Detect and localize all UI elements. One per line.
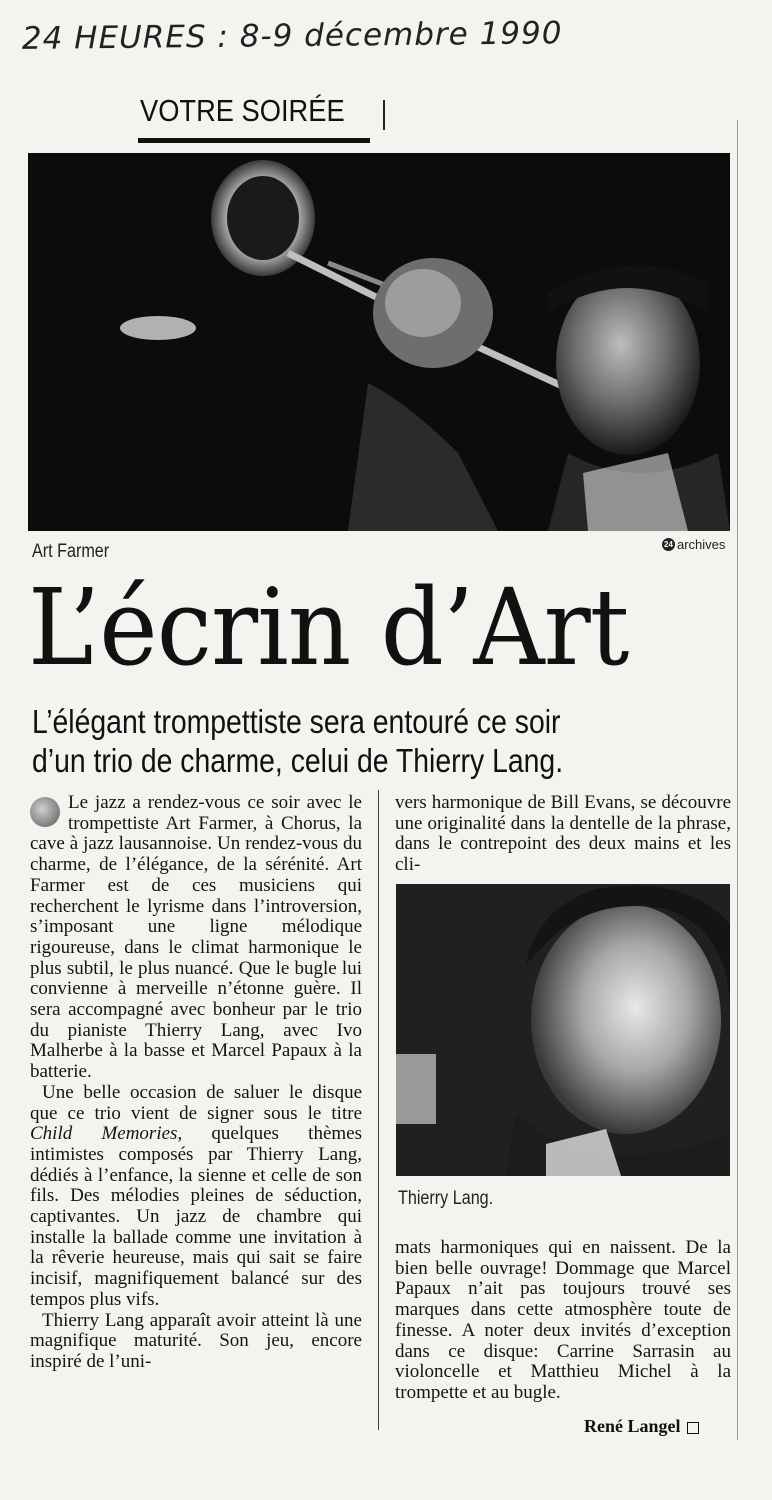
photo-credit — [662, 537, 725, 552]
author-signature — [584, 1416, 699, 1437]
photo-caption-art-farmer: Art Farmer — [32, 541, 110, 562]
author-name: René Langel — [584, 1416, 681, 1436]
trumpet-player-image — [28, 153, 730, 531]
photo-art-farmer — [28, 153, 730, 531]
newspaper-logo-icon: 24 — [662, 538, 675, 551]
deck-line-2: d’un trio de charme, celui de Thierry Lang. — [32, 742, 564, 779]
photo-thierry-lang — [396, 884, 730, 1176]
paragraph-text: , quelques thèmes intimistes composés par Thierry Lang, dédiés à l’enfance, la sienne et celle de son fils. Des mélodies pleines de séduction, captivantes. Un jazz de chambre qui installe la ballade comme une invitation à la rêverie heureuse, mais qui sait se faire incisif, magnifiquement balancé sur des tempos plus vifs. — [30, 1123, 362, 1310]
article-headline: L’écrin d’Art — [28, 566, 629, 689]
paragraph-text: Une belle occasion de saluer le disque que ce trio vient de signer sous le titre — [30, 1081, 362, 1124]
article-deck — [32, 702, 634, 780]
article-paragraph — [30, 1083, 362, 1311]
handwritten-date-note: 24 HEURES : 8-9 décembre 1990 — [21, 15, 563, 57]
article-paragraph: mats harmoniques qui en naissent. De la bien belle ouvrage! Dommage que Marcel Papaux n’ait pas toujours trouvé ses marques dans cette atmosphère toute de finesse. A noter deux invités d’exception dans ce disque: Carrine Sarrasin au violoncelle et Matthieu Michel à la trompette et au bugle. — [395, 1237, 731, 1403]
end-mark-icon — [687, 1422, 699, 1434]
album-title: Child Memories — [30, 1123, 178, 1145]
pianist-portrait-image — [396, 884, 730, 1176]
photo-caption-thierry-lang: Thierry Lang. — [398, 1188, 494, 1209]
rubric-divider — [383, 100, 385, 130]
article-paragraph: vers harmonique de Bill Evans, se découvre une originalité dans la dentelle de la phrase, dans le contrepoint des deux mains et les cli- — [395, 792, 731, 876]
bullet-ball-icon — [30, 797, 60, 827]
article-column-right-top — [395, 793, 731, 876]
article-paragraph — [30, 793, 362, 1083]
clipping-edge — [737, 120, 738, 1440]
article-paragraph: Thierry Lang apparaît avoir atteint là une magnifique maturité. Son jeu, encore inspiré de l’uni- — [30, 1309, 362, 1372]
article-column-left — [30, 793, 362, 1373]
paragraph-text: Le jazz a rendez-vous ce soir avec le trompettiste Art Farmer, à Chorus, la cave à jazz lausannoise. Un rendez-vous du charme, de l’élégance, de la sérénité. Art Farmer est de ces musiciens qui recherchent le lyrisme dans l’introversion, s’imposant une ligne mélodique rigoureuse, dans le climat harmonique le plus subtil, le plus nuancé. Que le bugle lui convienne à merveille n’étonne guère. Il sera accompagné avec bonheur par le trio du pianiste Thierry Lang, avec Ivo Malherbe à la basse et Marcel Papaux à la batterie. — [30, 792, 362, 1083]
rubric-underline — [138, 138, 370, 143]
photo-credit-label: archives — [677, 537, 726, 552]
article-column-right-bottom — [395, 1238, 731, 1404]
column-rule — [378, 790, 379, 1430]
deck-line-1: L’élégant trompettiste sera entouré ce soir — [32, 703, 561, 740]
section-rubric: VOTRE SOIRÉE — [140, 93, 345, 128]
